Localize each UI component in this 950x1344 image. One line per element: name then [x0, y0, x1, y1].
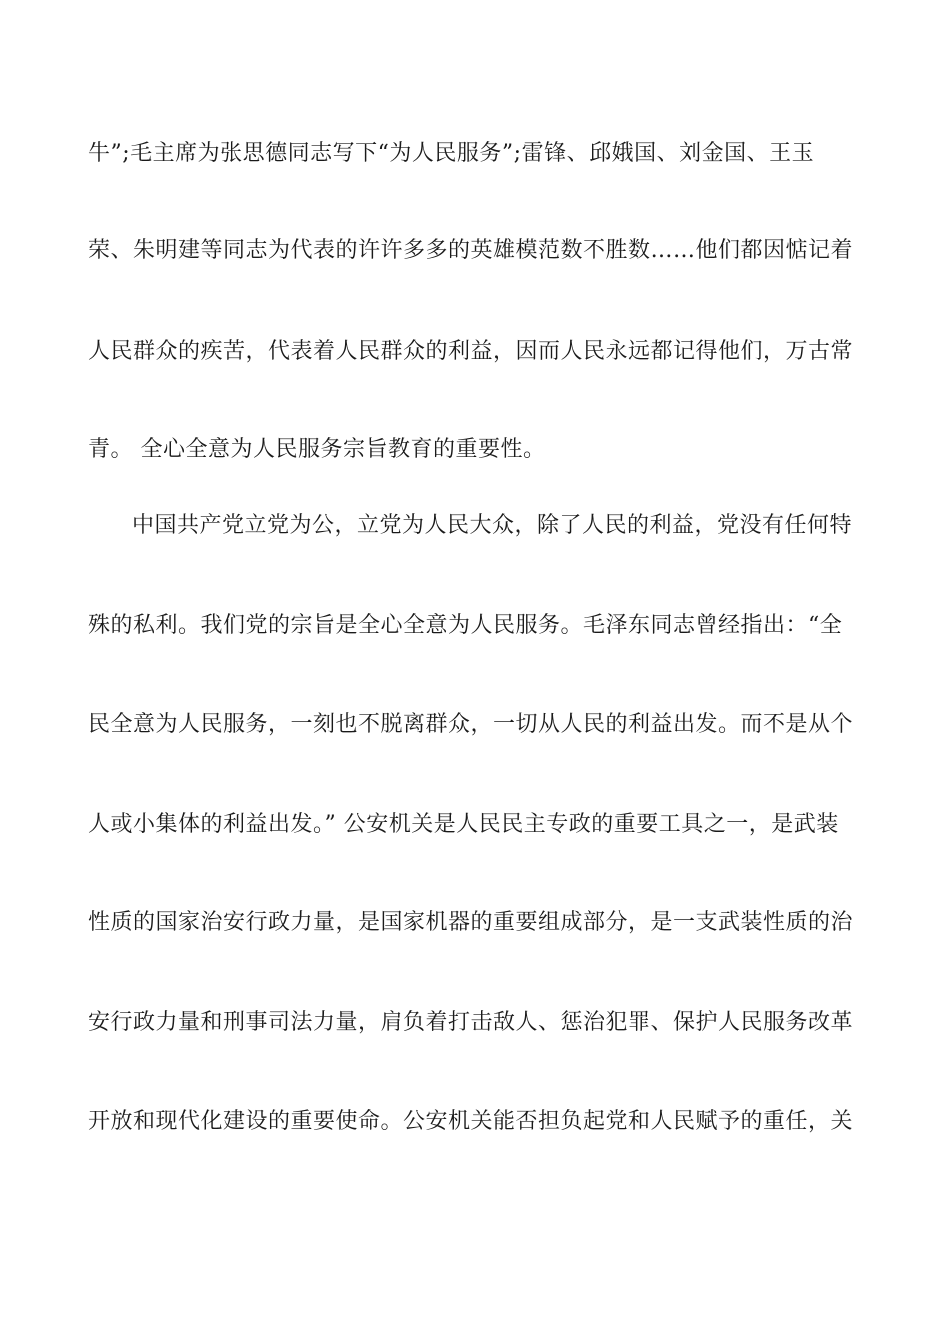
text-line: 性质的国家治安行政力量，是国家机器的重要组成部分，是一支武装性质的治	[88, 910, 854, 935]
text-line: 开放和现代化建设的重要使命。公安机关能否担负起党和人民赋予的重任，关	[88, 1109, 854, 1134]
text-line: 人或小集体的利益出发。” 公安机关是人民民主专政的重要工具之一，是武装	[88, 812, 839, 837]
text-line: 人民群众的疾苦，代表着人民群众的利益，因而人民永远都记得他们，万古常	[88, 339, 854, 364]
text-line: 青。 全心全意为人民服务宗旨教育的重要性。	[88, 437, 546, 462]
text-line: 牛”;毛主席为张思德同志写下“为人民服务”;雷锋、邱娥国、刘金国、王玉	[88, 141, 815, 166]
text-line: 荣、朱明建等同志为代表的许许多多的英雄模范数不胜数……他们都因惦记着	[88, 238, 854, 263]
text-line: 民全意为人民服务，一刻也不脱离群众，一切从人民的利益出发。而不是从个	[88, 712, 854, 737]
text-line: 安行政力量和刑事司法力量，肩负着打击敌人、惩治犯罪、保护人民服务改革	[88, 1010, 854, 1035]
text-line: 殊的私利。我们党的宗旨是全心全意为人民服务。毛泽东同志曾经指出：“全	[88, 613, 843, 638]
paragraph-first-line: 中国共产党立党为公，立党为人民大众，除了人民的利益，党没有任何特	[132, 513, 853, 538]
